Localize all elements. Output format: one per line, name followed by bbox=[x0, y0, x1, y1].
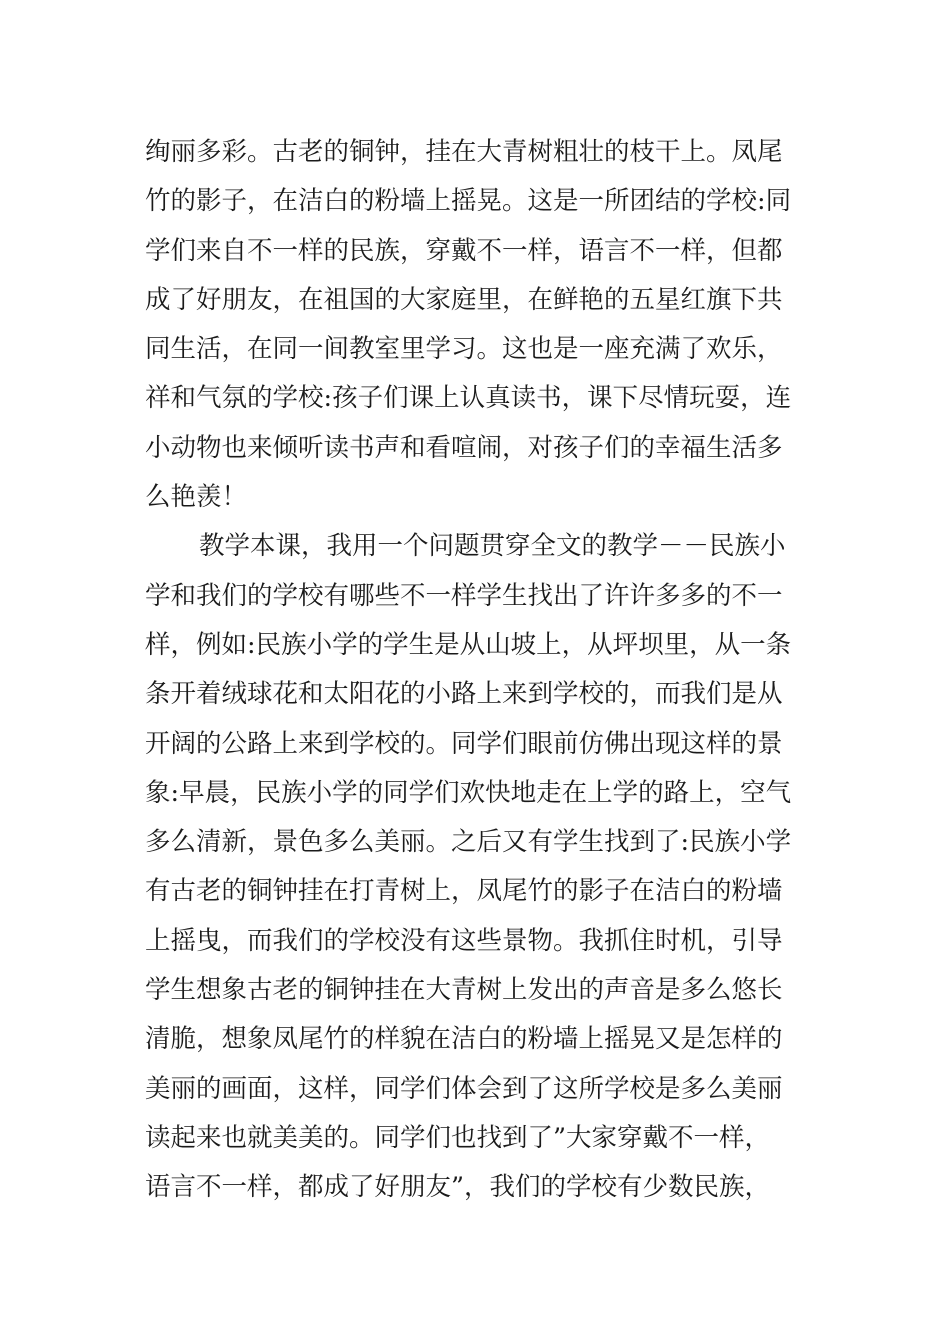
text-line: 样，例如:民族小学的学生是从山坡上，从坪坝里，从一条 bbox=[145, 629, 792, 660]
text-line: 绚丽多彩。古老的铜钟，挂在大青树粗壮的枝干上。凤尾 bbox=[145, 137, 783, 167]
text-line: 学和我们的学校有哪些不一样学生找出了许许多多的不一 bbox=[145, 580, 783, 611]
text-line: 学生想象古老的铜钟挂在大青树上发出的声音是多么悠长 bbox=[145, 975, 783, 1006]
text-line: 开阔的公路上来到学校的。同学们眼前仿佛出现这样的景 bbox=[145, 728, 783, 759]
text-line: 有古老的铜钟挂在打青树上，凤尾竹的影子在洁白的粉墙 bbox=[145, 876, 783, 907]
text-line: 同生活，在同一间教室里学习。这也是一座充满了欢乐， bbox=[145, 334, 783, 365]
text-line: 学们来自不一样的民族，穿戴不一样，语言不一样，但都 bbox=[145, 235, 783, 266]
text-line: 语言不一样，都成了好朋友”，我们的学校有少数民族， bbox=[145, 1172, 771, 1203]
paragraph-first-line: 教学本课，我用一个问题贯穿全文的教学－－民族小 bbox=[199, 531, 786, 562]
text-line: 多么清新，景色多么美丽。之后又有学生找到了:民族小学 bbox=[145, 827, 792, 858]
text-line: 么艳羡！ bbox=[145, 482, 248, 513]
text-line: 成了好朋友，在祖国的大家庭里，在鲜艳的五星红旗下共 bbox=[145, 284, 783, 315]
text-line: 条开着绒球花和太阳花的小路上来到学校的，而我们是从 bbox=[145, 679, 783, 710]
text-line: 竹的影子，在洁白的粉墙上摇晃。这是一所团结的学校:同 bbox=[145, 186, 792, 217]
text-line: 清脆，想象凤尾竹的样貌在洁白的粉墙上摇晃又是怎样的 bbox=[145, 1024, 783, 1055]
text-line: 祥和气氛的学校:孩子们课上认真读书，课下尽情玩耍，连 bbox=[145, 383, 792, 414]
text-line: 象:早晨，民族小学的同学们欢快地走在上学的路上，空气 bbox=[145, 777, 792, 808]
text-line: 美丽的画面，这样，同学们体会到了这所学校是多么美丽 bbox=[145, 1073, 783, 1104]
text-line: 读起来也就美美的。同学们也找到了”大家穿戴不一样， bbox=[145, 1122, 771, 1153]
text-line: 上摇曳，而我们的学校没有这些景物。我抓住时机，引导 bbox=[145, 925, 783, 956]
text-line: 小动物也来倾听读书声和看喧闹，对孩子们的幸福生活多 bbox=[145, 432, 783, 463]
body-text bbox=[145, 128, 810, 1213]
